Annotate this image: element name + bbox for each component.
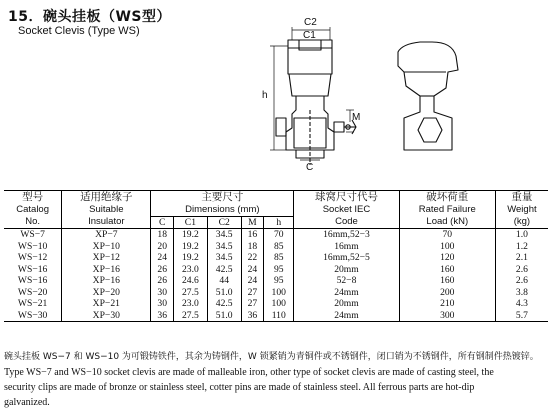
- cell-socket-code: 24mm: [294, 287, 399, 299]
- cell-c2: 34.5: [207, 252, 241, 264]
- header-catalog-en: Catalog: [16, 204, 49, 216]
- cell-socket-code: 20mm: [294, 298, 399, 310]
- header-load-cn: 破坏荷重: [399, 191, 495, 205]
- cell-catalog: WS−12: [17, 252, 48, 263]
- cell-h: 95: [264, 264, 294, 276]
- cell-weight: 2.1: [495, 252, 548, 264]
- cell-c: 26: [151, 275, 174, 287]
- cell-m: 18: [241, 241, 264, 253]
- header-dim-c: C: [151, 216, 174, 229]
- cell-c2: 34.5: [207, 229, 241, 241]
- header-dimensions-en: Dimensions (mm): [151, 204, 294, 216]
- header-load-en2: Load (kN): [399, 216, 495, 229]
- cell-failure-load: 70: [399, 229, 495, 241]
- header-dim-c2: C2: [207, 216, 241, 229]
- cell-c: 30: [151, 298, 174, 310]
- cell-c: 36: [151, 310, 174, 322]
- cell-c1: 19.2: [174, 241, 208, 253]
- cell-socket-code: 16mm,52−3: [294, 229, 399, 241]
- header-insulator-en: Suitable: [62, 204, 151, 216]
- cell-c: 20: [151, 241, 174, 253]
- cell-weight: 4.3: [495, 298, 548, 310]
- cell-h: 110: [264, 310, 294, 322]
- cell-weight: 1.2: [495, 241, 548, 253]
- cell-m: 24: [241, 264, 264, 276]
- cell-failure-load: 300: [399, 310, 495, 322]
- cell-catalog: WS−30: [4, 310, 62, 322]
- page-subtitle: Socket Clevis (Type WS): [18, 25, 140, 37]
- cell-h: 100: [264, 287, 294, 299]
- cell-failure-load: 200: [399, 287, 495, 299]
- header-catalog-en2: No.: [25, 216, 41, 228]
- cell-h: 70: [264, 229, 294, 241]
- cell-failure-load: 160: [399, 264, 495, 276]
- cell-socket-code: 16mm: [294, 241, 399, 253]
- cell-catalog: WS−16: [17, 263, 48, 275]
- socket-clevis-drawing: [0, 0, 554, 190]
- cell-failure-load: 100: [399, 241, 495, 253]
- cell-m: 16: [241, 229, 264, 241]
- cell-weight: 5.7: [495, 310, 548, 322]
- cell-c: 24: [151, 252, 174, 264]
- cell-catalog: WS−10: [17, 240, 48, 252]
- header-weight-en: Weight: [495, 204, 548, 216]
- cell-weight: 2.6: [495, 264, 548, 276]
- cell-insulator: XP−21: [62, 298, 151, 310]
- table-row: [4, 310, 548, 322]
- table-row: [4, 264, 548, 276]
- dim-label-c2: C2: [304, 17, 317, 28]
- material-notes: [4, 350, 552, 410]
- cell-c: 18: [151, 229, 174, 241]
- cell-weight: 2.6: [495, 275, 548, 287]
- cell-m: 22: [241, 252, 264, 264]
- cell-failure-load: 120: [399, 252, 495, 264]
- cell-h: 95: [264, 275, 294, 287]
- cell-h: 85: [264, 241, 294, 253]
- dim-label-c: C: [306, 162, 314, 173]
- table-row: [4, 252, 548, 264]
- cell-c2: 51.0: [207, 310, 241, 322]
- cell-insulator: XP−7: [62, 229, 151, 241]
- cell-m: 27: [241, 287, 264, 299]
- header-dim-h: h: [264, 216, 294, 229]
- cell-socket-code: 16mm,52−5: [294, 252, 399, 264]
- cell-c1: 27.5: [174, 310, 208, 322]
- dim-label-c1: C1: [303, 30, 316, 41]
- table-row: [4, 275, 548, 287]
- cell-c2: 44: [207, 275, 241, 287]
- specification-table: [4, 190, 548, 322]
- notes-english-line-2: security clips are made of bronze or stainless steel, cotter pins are made of stainless steel. All ferrous parts are hot-dip: [4, 382, 475, 393]
- cell-insulator: XP−16: [62, 264, 151, 276]
- cell-catalog: WS−20: [17, 286, 48, 298]
- cell-socket-code: 24mm: [294, 310, 399, 322]
- cell-socket-code: 20mm: [294, 264, 399, 276]
- cell-c2: 42.5: [207, 264, 241, 276]
- cell-weight: 1.0: [495, 229, 548, 241]
- cell-failure-load: 210: [399, 298, 495, 310]
- cell-weight: 3.8: [495, 287, 548, 299]
- page-title: 15．碗头挂板（WS型）: [8, 9, 172, 25]
- header-socket-en2: Code: [294, 216, 399, 229]
- header-insulator-en2: Insulator: [62, 216, 151, 229]
- header-weight-en2: (kg): [495, 216, 548, 229]
- cell-c: 26: [151, 264, 174, 276]
- cell-c1: 23.0: [174, 298, 208, 310]
- cell-catalog: WS−21: [17, 298, 48, 309]
- cell-h: 100: [264, 298, 294, 310]
- table-row: [4, 298, 548, 310]
- dim-label-m: M: [352, 112, 361, 123]
- header-socket-en: Socket IEC: [294, 204, 399, 216]
- header-dim-m: M: [241, 216, 264, 229]
- cell-insulator: XP−12: [62, 252, 151, 264]
- cell-insulator: XP−16: [62, 275, 151, 287]
- cell-c1: 19.2: [174, 229, 208, 241]
- cell-socket-code: 52−8: [294, 275, 399, 287]
- dim-label-h: h: [262, 90, 268, 101]
- notes-english-line-1: Type WS−7 and WS−10 socket clevis are made of malleable iron, other type of socket clevis are made of casting steel, the: [4, 367, 494, 378]
- cell-insulator: XP−20: [62, 287, 151, 299]
- header-dim-c1: C1: [174, 216, 208, 229]
- cell-insulator: XP−30: [62, 310, 151, 322]
- header-socket-cn: 球窝尺寸代号: [294, 191, 399, 205]
- cell-h: 85: [264, 252, 294, 264]
- cell-m: 36: [241, 310, 264, 322]
- header-insulator-cn: 适用绝缘子: [62, 191, 151, 205]
- table-row: [4, 287, 548, 299]
- cell-catalog: WS−16: [17, 275, 48, 286]
- notes-english-line-3: galvanized.: [4, 397, 50, 408]
- table-body: [4, 229, 548, 322]
- header-dimensions-cn: 主要尺寸: [151, 191, 294, 205]
- cell-c1: 23.0: [174, 264, 208, 276]
- notes-chinese: 碗头挂板 WS−7 和 WS−10 为可锻铸铁件，其余为铸钢件，W 锁紧销为青铜件或不锈钢件，闭口销为不锈钢件，所有钢制件热镀锌。: [4, 352, 539, 362]
- cell-c1: 24.6: [174, 275, 208, 287]
- cell-insulator: XP−10: [62, 241, 151, 253]
- header-weight-cn: 重量: [495, 191, 548, 205]
- header-catalog-cn: 型号: [4, 191, 62, 205]
- cell-catalog: WS−7: [4, 229, 62, 241]
- cell-failure-load: 160: [399, 275, 495, 287]
- header-load-en: Rated Failure: [399, 204, 495, 216]
- cell-c: 30: [151, 287, 174, 299]
- cell-m: 24: [241, 275, 264, 287]
- table-row: [4, 229, 548, 241]
- cell-c2: 51.0: [207, 287, 241, 299]
- cell-c2: 42.5: [207, 298, 241, 310]
- table-row: [4, 241, 548, 253]
- cell-c1: 27.5: [174, 287, 208, 299]
- cell-m: 27: [241, 298, 264, 310]
- cell-c1: 19.2: [174, 252, 208, 264]
- cell-c2: 34.5: [207, 241, 241, 253]
